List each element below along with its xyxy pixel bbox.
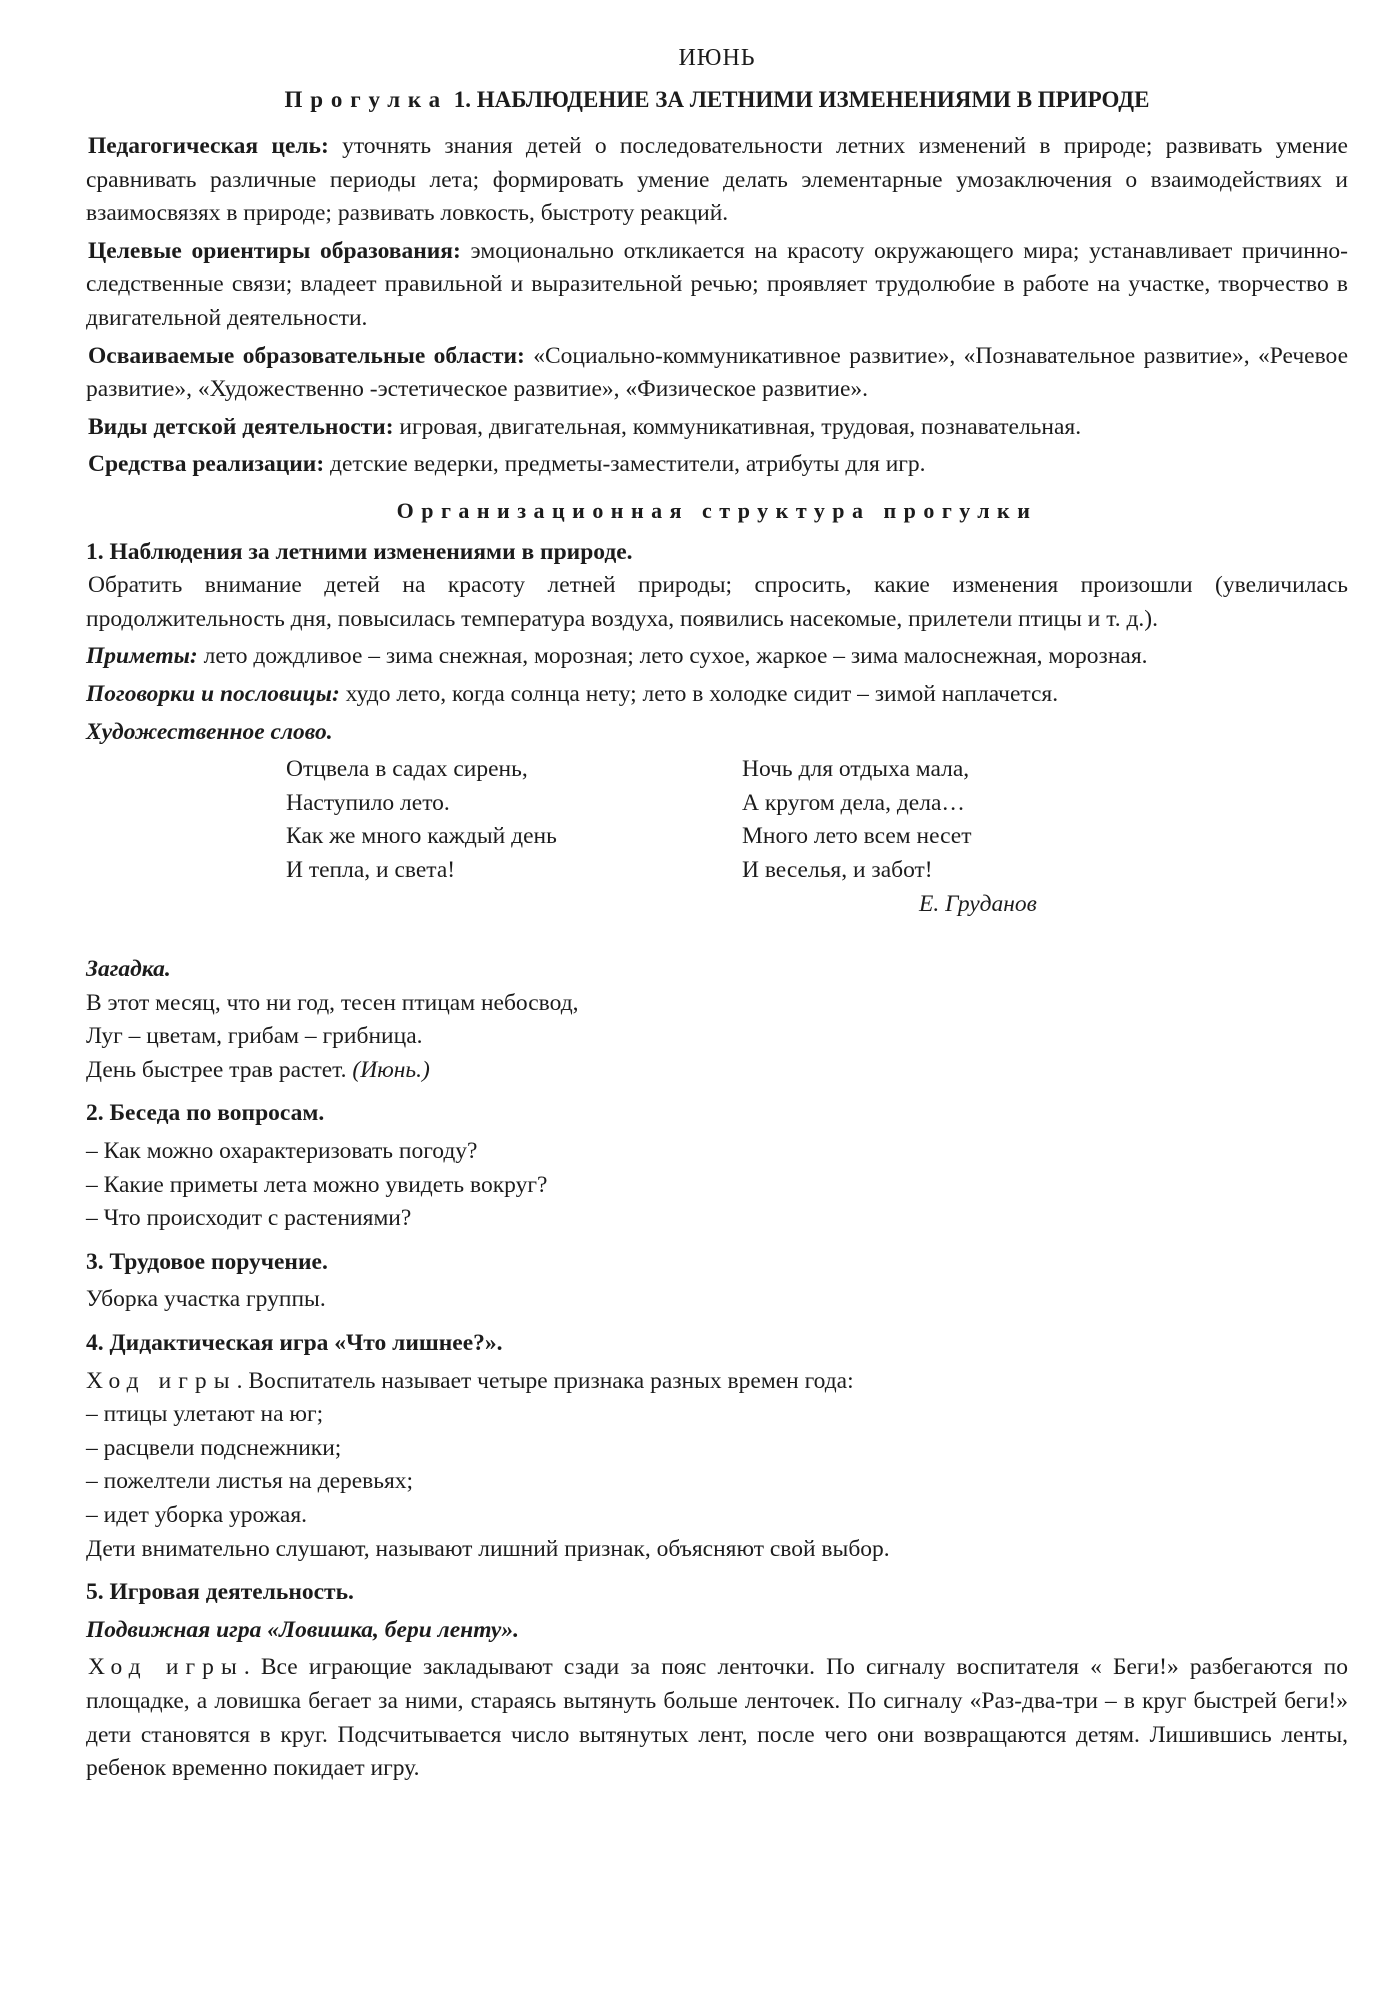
section-3-title: 3. Трудовое поручение. — [86, 1248, 328, 1275]
poem-line: Много лето всем несет — [742, 823, 972, 850]
areas-label: Осваиваемые образовательные области: — [88, 342, 525, 369]
targets-text: эмоционально откликается на красоту окружающего мира; устанавливает причинно-следственные связи; владеет правильной и выразительной речью; проявляет трудолюбие в работе на участке, творчество в двигательной деятельности. — [86, 237, 1348, 331]
question-item: – Что происходит с растениями? — [86, 1205, 412, 1232]
target-guidelines — [86, 235, 1348, 336]
question-item: – Как можно охарактеризовать погоду? — [86, 1138, 478, 1165]
question-item: – Какие приметы лета можно увидеть вокруг? — [86, 1171, 548, 1198]
signs-text: лето дождливое – зима снежная, морозная; лето сухое, жаркое – зима малоснежная, морозная. — [197, 643, 1148, 670]
signs — [86, 640, 1348, 674]
sayings-label: Поговорки и пословицы: — [86, 680, 340, 707]
poem-left-column — [286, 753, 557, 887]
sayings-text: худо лето, когда солнца нету; лето в холодке сидит – зимой наплачется. — [339, 680, 1059, 707]
section-4-closing: Дети внимательно слушают, называют лишний признак, объясняют свой выбор. — [86, 1535, 890, 1562]
section-5-body: . Все играющие закладывают сзади за пояс ленточки. По сигналу воспитателя « Беги!» разбегаются по площадке, а ловишка бегает за ними, стараясь вытянуть больше ленточек. По сигналу «Раз-два-три – в круг быстрей беги!» дети становятся в круг. Подсчитывается число вытянутых лент, после чего они возвращаются детям. Лишившись ленты, ребенок временно покидает игру. — [86, 1654, 1348, 1782]
list-item: – идет уборка урожая. — [86, 1502, 308, 1528]
poem-line: И тепла, и света! — [286, 856, 456, 883]
section-1-text: Обратить внимание детей на красоту летней природы; спросить, какие изменения произошли (увеличилась продолжительность дня, повысилась температура воздуха, появились насекомые, прилетели птицы и т. д.). — [86, 572, 1348, 632]
riddle-line: В этот месяц, что ни год, тесен птицам небосвод, — [86, 989, 579, 1016]
poem-line: Наступило лето. — [286, 789, 450, 816]
implementation-means — [86, 448, 1348, 482]
poem-line: Ночь для отдыха мала, — [742, 756, 970, 783]
poem-author: Е. Груданов — [919, 891, 1037, 918]
poem-line: А кругом дела, дела… — [742, 789, 965, 816]
section-5-text — [86, 1651, 1348, 1785]
signs-label: Приметы: — [86, 643, 198, 670]
riddle-line-last — [86, 1054, 1348, 1088]
riddle-line: Луг – цветам, грибам – грибница. — [86, 1023, 423, 1050]
targets-label: Целевые ориентиры образования: — [88, 237, 461, 264]
section-5-title: 5. Игровая деятельность. — [86, 1579, 354, 1606]
goal-text: уточнять знания детей о последовательности летних изменений в природе; развивать умение сравнивать различные периоды лета; формировать умение делать элементарные умозаключения о взаимодействиях и взаимосвязях в природе; развивать ловкость, быстроту реакций. — [86, 133, 1348, 227]
walk-title-text: 1. НАБЛЮДЕНИЕ ЗА ЛЕТНИМИ ИЗМЕНЕНИЯМИ В ПРИРОДЕ — [453, 87, 1150, 112]
means-label: Средства реализации: — [88, 451, 325, 478]
riddle-last-text: День быстрее трав растет. — [86, 1056, 353, 1083]
section-4-lead — [86, 1365, 1348, 1399]
mobile-game-title: Подвижная игра «Ловишка, бери ленту». — [86, 1616, 519, 1643]
month-heading: ИЮНЬ — [678, 45, 756, 71]
means-text: детские ведерки, предметы-заместители, атрибуты для игр. — [324, 451, 926, 478]
poem — [86, 753, 1348, 953]
section-4-title: 4. Дидактическая игра «Что лишнее?». — [86, 1330, 503, 1357]
list-item: – пожелтели листья на деревьях; — [86, 1468, 414, 1495]
activities-label: Виды детской деятельности: — [88, 413, 394, 440]
section-1-title: 1. Наблюдения за летними изменениями в природе. — [86, 538, 633, 565]
sayings — [86, 678, 1348, 712]
poem-right-column — [742, 753, 972, 887]
structure-title: Организационная структура прогулки — [396, 497, 1038, 523]
list-item: – птицы улетают на юг; — [86, 1401, 324, 1428]
art-word-label: Художественное слово. — [86, 718, 333, 745]
document-page — [86, 42, 1348, 1786]
walk-title — [86, 84, 1348, 116]
riddle-label: Загадка. — [86, 956, 171, 983]
poem-line: И веселья, и забот! — [742, 856, 933, 883]
list-item: – расцвели подснежники; — [86, 1434, 342, 1461]
areas-text: «Социально-коммуникативное развитие», «Познавательное развитие», «Речевое развитие», «Художественно -эстетическое развитие», «Физическое развитие». — [86, 342, 1349, 403]
educational-areas — [86, 340, 1348, 407]
section-3-text: Уборка участка группы. — [86, 1286, 326, 1313]
activities-text: игровая, двигательная, коммуникативная, трудовая, познавательная. — [393, 413, 1082, 440]
walk-prefix: Прогулка — [284, 87, 448, 112]
poem-line: Как же много каждый день — [286, 823, 557, 850]
activity-types — [86, 411, 1348, 445]
pedagogical-goal — [86, 130, 1348, 231]
game-progress-label: Ход игры — [86, 1367, 237, 1394]
goal-label: Педагогическая цель: — [88, 133, 329, 159]
section-2-title: 2. Беседа по вопросам. — [86, 1100, 325, 1127]
riddle-answer: (Июнь.) — [352, 1056, 430, 1083]
poem-line: Отцвела в садах сирень, — [286, 756, 528, 783]
game-progress-label: Ход игры — [88, 1654, 244, 1681]
section-4-lead-text: . Воспитатель называет четыре признака разных времен года: — [236, 1367, 854, 1394]
